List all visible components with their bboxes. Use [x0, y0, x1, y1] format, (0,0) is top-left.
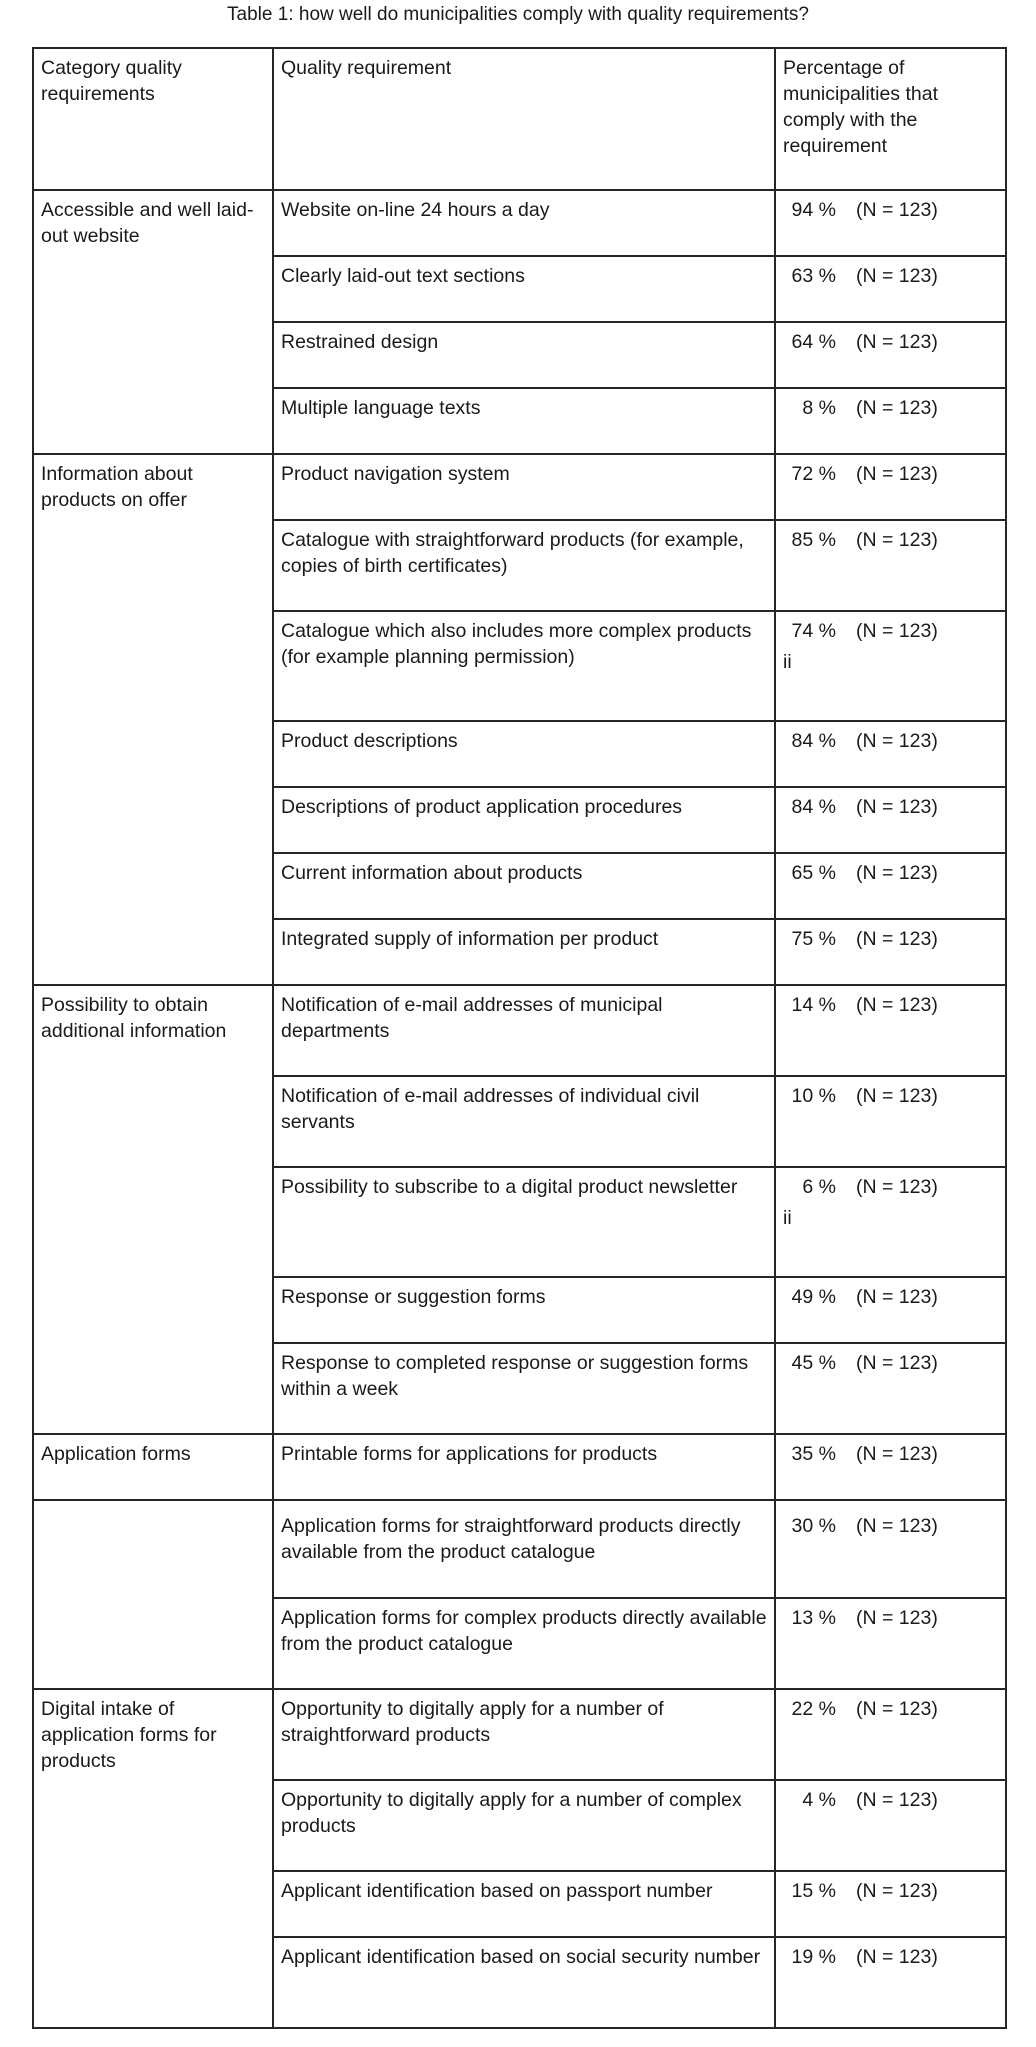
sample-size: (N = 123) [856, 1789, 938, 1811]
percentage-cell [775, 721, 1006, 787]
percentage-cell [775, 1434, 1006, 1500]
percentage-value: 14 % [791, 994, 836, 1016]
sample-size: (N = 123) [856, 1607, 938, 1629]
percentage-cell [775, 190, 1006, 256]
table-row [33, 1434, 1006, 1500]
requirement-cell: Descriptions of product application procedures [273, 787, 775, 853]
footnote-marker: ii [783, 651, 792, 673]
percentage-cell [775, 1507, 1006, 1598]
percentage-cell [775, 1343, 1006, 1434]
sample-size: (N = 123) [856, 529, 938, 551]
requirement-cell: Opportunity to digitally apply for a number of complex products [273, 1780, 775, 1871]
percentage-value: 75 % [791, 928, 836, 950]
table-caption: Table 1: how well do municipalities comply with quality requirements? [227, 4, 809, 25]
percentage-value: 74 % [791, 620, 836, 642]
category-cell: Digital intake of application forms for products [33, 1689, 273, 2028]
percentage-cell [775, 388, 1006, 454]
requirement-cell: Applicant identification based on social security number [273, 1937, 775, 2028]
category-cell: Information about products on offer [33, 454, 273, 985]
requirement-cell: Application forms for straightforward products directly available from the product catalogue [273, 1507, 775, 1598]
table-row [33, 1507, 1006, 1598]
footnote-marker: ii [783, 1207, 792, 1229]
sample-size: (N = 123) [856, 994, 938, 1016]
header-category: Category quality requirements [33, 48, 273, 190]
sample-size: (N = 123) [856, 1515, 938, 1537]
table-row [33, 985, 1006, 1076]
percentage-value: 6 % [802, 1176, 836, 1198]
percentage-value: 65 % [791, 862, 836, 884]
percentage-cell [775, 256, 1006, 322]
requirement-cell: Response or suggestion forms [273, 1277, 775, 1343]
percentage-cell [775, 322, 1006, 388]
sample-size: (N = 123) [856, 1443, 938, 1465]
sample-size: (N = 123) [856, 1698, 938, 1720]
percentage-cell [775, 1277, 1006, 1343]
sample-size: (N = 123) [856, 397, 938, 419]
percentage-value: 63 % [791, 265, 836, 287]
sample-size: (N = 123) [856, 1176, 938, 1198]
requirement-cell: Catalogue with straightforward products (for example, copies of birth certificates) [273, 520, 775, 611]
percentage-cell [775, 611, 1006, 721]
sample-size: (N = 123) [856, 796, 938, 818]
percentage-value: 35 % [791, 1443, 836, 1465]
percentage-cell [775, 1076, 1006, 1167]
requirement-cell: Response to completed response or suggestion forms within a week [273, 1343, 775, 1434]
percentage-value: 22 % [791, 1698, 836, 1720]
percentage-value: 10 % [791, 1085, 836, 1107]
category-cell: Possibility to obtain additional information [33, 985, 273, 1434]
percentage-value: 45 % [791, 1352, 836, 1374]
percentage-cell [775, 1598, 1006, 1689]
requirement-cell: Product navigation system [273, 454, 775, 520]
header-percentage: Percentage of municipalities that comply with the requirement [775, 48, 1006, 190]
percentage-cell [775, 520, 1006, 611]
requirement-cell: Restrained design [273, 322, 775, 388]
requirement-cell: Printable forms for applications for products [273, 1434, 775, 1500]
table-row [33, 454, 1006, 520]
percentage-value: 72 % [791, 463, 836, 485]
requirement-cell: Integrated supply of information per product [273, 919, 775, 985]
sample-size: (N = 123) [856, 1880, 938, 1902]
requirement-cell: Opportunity to digitally apply for a number of straightforward products [273, 1689, 775, 1780]
sample-size: (N = 123) [856, 1286, 938, 1308]
percentage-cell [775, 853, 1006, 919]
sample-size: (N = 123) [856, 265, 938, 287]
percentage-cell [775, 1780, 1006, 1871]
percentage-value: 8 % [802, 397, 836, 419]
header-row [33, 48, 1006, 190]
percentage-cell [775, 1937, 1006, 2028]
percentage-cell [775, 985, 1006, 1076]
requirement-cell: Multiple language texts [273, 388, 775, 454]
percentage-value: 85 % [791, 529, 836, 551]
category-cell: Application forms [33, 1434, 273, 1500]
sample-size: (N = 123) [856, 1352, 938, 1374]
percentage-cell [775, 1689, 1006, 1780]
percentage-value: 94 % [791, 199, 836, 221]
sample-size: (N = 123) [856, 199, 938, 221]
requirement-cell: Possibility to subscribe to a digital product newsletter [273, 1167, 775, 1277]
requirement-cell: Notification of e-mail addresses of individual civil servants [273, 1076, 775, 1167]
header-requirement: Quality requirement [273, 48, 775, 190]
requirement-cell: Application forms for complex products directly available from the product catalogue [273, 1598, 775, 1689]
requirement-cell: Product descriptions [273, 721, 775, 787]
percentage-value: 30 % [791, 1515, 836, 1537]
requirement-cell: Catalogue which also includes more complex products (for example planning permission) [273, 611, 775, 721]
sample-size: (N = 123) [856, 1085, 938, 1107]
category-cell: Accessible and well laid-out website [33, 190, 273, 454]
compliance-table [32, 47, 1007, 1516]
requirement-cell: Current information about products [273, 853, 775, 919]
sample-size: (N = 123) [856, 463, 938, 485]
sample-size: (N = 123) [856, 331, 938, 353]
category-cell-continued [33, 1507, 273, 1689]
percentage-value: 19 % [791, 1946, 836, 1968]
percentage-value: 84 % [791, 730, 836, 752]
percentage-cell [775, 1167, 1006, 1277]
sample-size: (N = 123) [856, 928, 938, 950]
percentage-value: 84 % [791, 796, 836, 818]
sample-size: (N = 123) [856, 1946, 938, 1968]
sample-size: (N = 123) [856, 730, 938, 752]
percentage-value: 15 % [791, 1880, 836, 1902]
compliance-table-continued [32, 1507, 1007, 2029]
percentage-cell [775, 1871, 1006, 1937]
requirement-cell: Clearly laid-out text sections [273, 256, 775, 322]
requirement-cell: Notification of e-mail addresses of municipal departments [273, 985, 775, 1076]
requirement-cell: Applicant identification based on passport number [273, 1871, 775, 1937]
percentage-value: 64 % [791, 331, 836, 353]
sample-size: (N = 123) [856, 862, 938, 884]
requirement-cell: Website on-line 24 hours a day [273, 190, 775, 256]
percentage-cell [775, 787, 1006, 853]
table-row [33, 1689, 1006, 1780]
percentage-value: 13 % [791, 1607, 836, 1629]
percentage-cell [775, 919, 1006, 985]
percentage-cell [775, 454, 1006, 520]
sample-size: (N = 123) [856, 620, 938, 642]
percentage-value: 49 % [791, 1286, 836, 1308]
percentage-value: 4 % [802, 1789, 836, 1811]
table-row [33, 190, 1006, 256]
